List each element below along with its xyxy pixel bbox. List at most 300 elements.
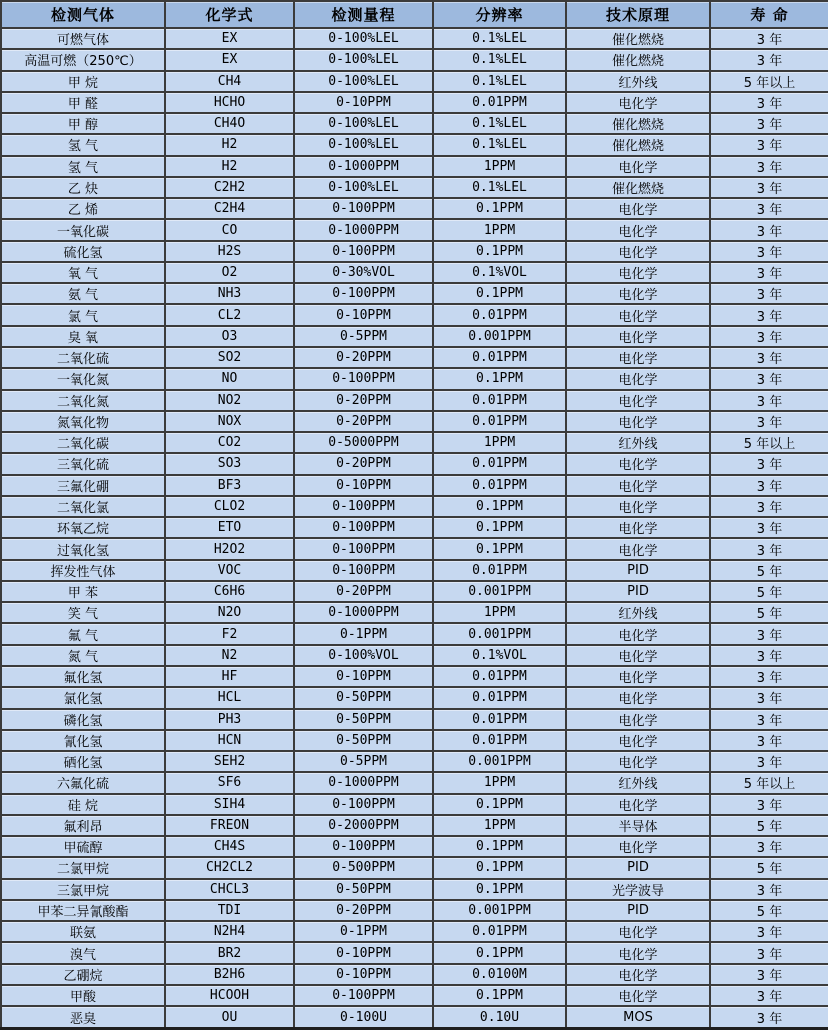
cell-range: 0-100PPM xyxy=(294,241,433,262)
cell-principle: 电化学 xyxy=(566,156,710,177)
table-row xyxy=(1,687,828,708)
cell-lifespan: 3 年 xyxy=(710,985,828,1006)
cell-gas: 三氯甲烷 xyxy=(1,879,165,900)
cell-resolution: 0.01PPM xyxy=(433,347,566,368)
cell-range: 0-1000PPM xyxy=(294,772,433,793)
cell-resolution: 0.1%LEL xyxy=(433,28,566,49)
cell-resolution: 0.1%LEL xyxy=(433,49,566,70)
cell-principle: 电化学 xyxy=(566,794,710,815)
cell-range: 0-20PPM xyxy=(294,390,433,411)
cell-lifespan: 3 年 xyxy=(710,836,828,857)
cell-resolution: 0.1PPM xyxy=(433,368,566,389)
cell-resolution: 0.1%LEL xyxy=(433,134,566,155)
cell-formula: HCOOH xyxy=(165,985,294,1006)
cell-gas: 三氟化硼 xyxy=(1,475,165,496)
cell-gas: 二氧化硫 xyxy=(1,347,165,368)
cell-formula: TDI xyxy=(165,900,294,921)
cell-lifespan: 3 年 xyxy=(710,241,828,262)
cell-formula: NH3 xyxy=(165,283,294,304)
table-row xyxy=(1,1006,828,1028)
cell-formula: SF6 xyxy=(165,772,294,793)
table-row xyxy=(1,347,828,368)
cell-lifespan: 3 年 xyxy=(710,304,828,325)
cell-gas: 过氧化氢 xyxy=(1,538,165,559)
cell-gas: 硒化氢 xyxy=(1,751,165,772)
cell-resolution: 0.1PPM xyxy=(433,496,566,517)
cell-formula: HCL xyxy=(165,687,294,708)
cell-lifespan: 3 年 xyxy=(710,794,828,815)
cell-resolution: 0.1PPM xyxy=(433,241,566,262)
table-row xyxy=(1,134,828,155)
cell-resolution: 1PPM xyxy=(433,219,566,240)
cell-principle: PID xyxy=(566,581,710,602)
cell-lifespan: 3 年 xyxy=(710,942,828,963)
cell-lifespan: 3 年 xyxy=(710,326,828,347)
cell-lifespan: 3 年 xyxy=(710,538,828,559)
cell-formula: O2 xyxy=(165,262,294,283)
cell-range: 0-20PPM xyxy=(294,581,433,602)
header-range: 检测量程 xyxy=(294,1,433,28)
cell-resolution: 0.1PPM xyxy=(433,942,566,963)
header-lifespan: 寿 命 xyxy=(710,1,828,28)
cell-lifespan: 5 年 xyxy=(710,815,828,836)
cell-range: 0-5PPM xyxy=(294,326,433,347)
table-row xyxy=(1,666,828,687)
cell-resolution: 1PPM xyxy=(433,156,566,177)
table-row xyxy=(1,113,828,134)
cell-resolution: 0.1PPM xyxy=(433,517,566,538)
table-row xyxy=(1,815,828,836)
cell-range: 0-100%LEL xyxy=(294,134,433,155)
cell-lifespan: 5 年 xyxy=(710,581,828,602)
cell-gas: 氟 气 xyxy=(1,623,165,644)
cell-formula: C2H2 xyxy=(165,177,294,198)
cell-range: 0-2000PPM xyxy=(294,815,433,836)
cell-resolution: 0.01PPM xyxy=(433,92,566,113)
cell-lifespan: 5 年 xyxy=(710,602,828,623)
cell-resolution: 0.1%LEL xyxy=(433,113,566,134)
cell-formula: EX xyxy=(165,49,294,70)
cell-principle: 电化学 xyxy=(566,262,710,283)
cell-principle: 催化燃烧 xyxy=(566,113,710,134)
cell-lifespan: 5 年以上 xyxy=(710,432,828,453)
cell-resolution: 0.01PPM xyxy=(433,390,566,411)
cell-principle: PID xyxy=(566,560,710,581)
table-row xyxy=(1,177,828,198)
cell-gas: 笑 气 xyxy=(1,602,165,623)
cell-resolution: 0.01PPM xyxy=(433,411,566,432)
cell-lifespan: 3 年 xyxy=(710,475,828,496)
cell-lifespan: 5 年以上 xyxy=(710,772,828,793)
cell-lifespan: 3 年 xyxy=(710,645,828,666)
table-row xyxy=(1,71,828,92)
cell-lifespan: 3 年 xyxy=(710,751,828,772)
cell-range: 0-100PPM xyxy=(294,283,433,304)
cell-formula: C2H4 xyxy=(165,198,294,219)
cell-range: 0-100%LEL xyxy=(294,28,433,49)
cell-lifespan: 5 年 xyxy=(710,560,828,581)
table-row xyxy=(1,156,828,177)
cell-lifespan: 3 年 xyxy=(710,709,828,730)
cell-range: 0-5000PPM xyxy=(294,432,433,453)
cell-resolution: 0.1PPM xyxy=(433,879,566,900)
cell-lifespan: 3 年 xyxy=(710,411,828,432)
cell-formula: PH3 xyxy=(165,709,294,730)
cell-lifespan: 5 年 xyxy=(710,857,828,878)
table-row xyxy=(1,836,828,857)
cell-principle: PID xyxy=(566,900,710,921)
cell-formula: B2H6 xyxy=(165,964,294,985)
cell-gas: 二氯甲烷 xyxy=(1,857,165,878)
cell-gas: 甲 醛 xyxy=(1,92,165,113)
cell-principle: 电化学 xyxy=(566,921,710,942)
cell-range: 0-10PPM xyxy=(294,475,433,496)
cell-gas: 氢 气 xyxy=(1,134,165,155)
table-row xyxy=(1,475,828,496)
table-row xyxy=(1,304,828,325)
cell-resolution: 0.1PPM xyxy=(433,283,566,304)
cell-range: 0-100PPM xyxy=(294,368,433,389)
cell-formula: HCN xyxy=(165,730,294,751)
cell-resolution: 0.01PPM xyxy=(433,475,566,496)
cell-formula: CH4O xyxy=(165,113,294,134)
cell-lifespan: 3 年 xyxy=(710,964,828,985)
cell-principle: 电化学 xyxy=(566,92,710,113)
cell-formula: ETO xyxy=(165,517,294,538)
cell-formula: VOC xyxy=(165,560,294,581)
cell-principle: 电化学 xyxy=(566,347,710,368)
cell-range: 0-100PPM xyxy=(294,496,433,517)
cell-formula: CLO2 xyxy=(165,496,294,517)
header-row xyxy=(1,1,828,28)
cell-principle: 电化学 xyxy=(566,475,710,496)
cell-gas: 磷化氢 xyxy=(1,709,165,730)
cell-gas: 氮 气 xyxy=(1,645,165,666)
cell-gas: 臭 氧 xyxy=(1,326,165,347)
cell-formula: H2 xyxy=(165,156,294,177)
cell-gas: 硫化氢 xyxy=(1,241,165,262)
cell-principle: 光学波导 xyxy=(566,879,710,900)
cell-range: 0-20PPM xyxy=(294,411,433,432)
cell-formula: FREON xyxy=(165,815,294,836)
cell-range: 0-100%LEL xyxy=(294,113,433,134)
cell-gas: 二氧化氯 xyxy=(1,496,165,517)
cell-principle: 电化学 xyxy=(566,666,710,687)
cell-formula: CL2 xyxy=(165,304,294,325)
cell-lifespan: 3 年 xyxy=(710,517,828,538)
cell-gas: 氯 气 xyxy=(1,304,165,325)
header-resolution: 分辨率 xyxy=(433,1,566,28)
cell-range: 0-10PPM xyxy=(294,666,433,687)
cell-resolution: 0.001PPM xyxy=(433,326,566,347)
cell-formula: NO xyxy=(165,368,294,389)
cell-resolution: 0.01PPM xyxy=(433,730,566,751)
cell-gas: 溴气 xyxy=(1,942,165,963)
cell-principle: 催化燃烧 xyxy=(566,49,710,70)
cell-principle: 电化学 xyxy=(566,623,710,644)
cell-resolution: 0.01PPM xyxy=(433,921,566,942)
cell-formula: CH4 xyxy=(165,71,294,92)
cell-gas: 甲 烷 xyxy=(1,71,165,92)
cell-gas: 恶臭 xyxy=(1,1006,165,1028)
table-row xyxy=(1,198,828,219)
cell-resolution: 0.1PPM xyxy=(433,985,566,1006)
table-row xyxy=(1,432,828,453)
cell-range: 0-100PPM xyxy=(294,836,433,857)
cell-formula: CO xyxy=(165,219,294,240)
cell-formula: NOX xyxy=(165,411,294,432)
cell-gas: 二氧化氮 xyxy=(1,390,165,411)
table-row xyxy=(1,241,828,262)
table-row xyxy=(1,581,828,602)
table-row xyxy=(1,219,828,240)
table-row xyxy=(1,49,828,70)
cell-lifespan: 3 年 xyxy=(710,262,828,283)
cell-principle: 催化燃烧 xyxy=(566,134,710,155)
cell-gas: 联氨 xyxy=(1,921,165,942)
cell-formula: HF xyxy=(165,666,294,687)
cell-resolution: 0.1%LEL xyxy=(433,177,566,198)
cell-range: 0-5PPM xyxy=(294,751,433,772)
cell-resolution: 0.001PPM xyxy=(433,900,566,921)
cell-principle: 电化学 xyxy=(566,751,710,772)
table-row xyxy=(1,92,828,113)
cell-gas: 甲酸 xyxy=(1,985,165,1006)
table-row xyxy=(1,283,828,304)
cell-principle: 电化学 xyxy=(566,368,710,389)
cell-principle: 红外线 xyxy=(566,432,710,453)
cell-resolution: 0.01PPM xyxy=(433,687,566,708)
cell-gas: 乙硼烷 xyxy=(1,964,165,985)
cell-resolution: 0.1%VOL xyxy=(433,645,566,666)
cell-formula: OU xyxy=(165,1006,294,1028)
cell-range: 0-20PPM xyxy=(294,453,433,474)
cell-lifespan: 3 年 xyxy=(710,730,828,751)
cell-formula: CH2CL2 xyxy=(165,857,294,878)
cell-range: 0-10PPM xyxy=(294,304,433,325)
cell-lifespan: 3 年 xyxy=(710,623,828,644)
cell-gas: 氟化氢 xyxy=(1,666,165,687)
table-row xyxy=(1,751,828,772)
table-row xyxy=(1,709,828,730)
table-row xyxy=(1,538,828,559)
cell-resolution: 0.001PPM xyxy=(433,751,566,772)
cell-resolution: 0.0100M xyxy=(433,964,566,985)
cell-resolution: 0.01PPM xyxy=(433,560,566,581)
cell-principle: MOS xyxy=(566,1006,710,1028)
header-formula: 化学式 xyxy=(165,1,294,28)
cell-lifespan: 5 年 xyxy=(710,900,828,921)
cell-formula: C6H6 xyxy=(165,581,294,602)
cell-principle: 电化学 xyxy=(566,985,710,1006)
cell-formula: N2O xyxy=(165,602,294,623)
table-row xyxy=(1,411,828,432)
cell-range: 0-30%VOL xyxy=(294,262,433,283)
cell-principle: 电化学 xyxy=(566,709,710,730)
table-row xyxy=(1,453,828,474)
cell-principle: 半导体 xyxy=(566,815,710,836)
cell-principle: 电化学 xyxy=(566,645,710,666)
cell-lifespan: 3 年 xyxy=(710,177,828,198)
table-row xyxy=(1,326,828,347)
cell-range: 0-50PPM xyxy=(294,709,433,730)
cell-gas: 一氧化碳 xyxy=(1,219,165,240)
cell-principle: 电化学 xyxy=(566,326,710,347)
cell-gas: 氨 气 xyxy=(1,283,165,304)
cell-lifespan: 3 年 xyxy=(710,390,828,411)
cell-gas: 乙 烯 xyxy=(1,198,165,219)
cell-range: 0-20PPM xyxy=(294,347,433,368)
cell-gas: 氢 气 xyxy=(1,156,165,177)
cell-resolution: 0.001PPM xyxy=(433,623,566,644)
cell-principle: PID xyxy=(566,857,710,878)
cell-principle: 电化学 xyxy=(566,283,710,304)
cell-range: 0-100%LEL xyxy=(294,71,433,92)
cell-range: 0-100PPM xyxy=(294,985,433,1006)
cell-formula: F2 xyxy=(165,623,294,644)
table-row xyxy=(1,857,828,878)
cell-principle: 电化学 xyxy=(566,219,710,240)
cell-principle: 电化学 xyxy=(566,411,710,432)
table-row xyxy=(1,602,828,623)
table-body xyxy=(1,28,828,1029)
cell-resolution: 0.1PPM xyxy=(433,836,566,857)
cell-gas: 氯化氢 xyxy=(1,687,165,708)
cell-range: 0-10PPM xyxy=(294,942,433,963)
cell-formula: EX xyxy=(165,28,294,49)
cell-lifespan: 3 年 xyxy=(710,283,828,304)
cell-gas: 氰化氢 xyxy=(1,730,165,751)
cell-lifespan: 3 年 xyxy=(710,453,828,474)
table-row xyxy=(1,623,828,644)
cell-principle: 电化学 xyxy=(566,730,710,751)
cell-principle: 电化学 xyxy=(566,538,710,559)
cell-resolution: 1PPM xyxy=(433,772,566,793)
cell-range: 0-10PPM xyxy=(294,92,433,113)
cell-resolution: 0.01PPM xyxy=(433,666,566,687)
cell-lifespan: 3 年 xyxy=(710,1006,828,1028)
cell-resolution: 0.01PPM xyxy=(433,453,566,474)
cell-principle: 电化学 xyxy=(566,496,710,517)
cell-resolution: 1PPM xyxy=(433,815,566,836)
cell-range: 0-50PPM xyxy=(294,687,433,708)
cell-resolution: 0.10U xyxy=(433,1006,566,1028)
cell-formula: HCHO xyxy=(165,92,294,113)
cell-gas: 六氟化硫 xyxy=(1,772,165,793)
header-principle: 技术原理 xyxy=(566,1,710,28)
cell-lifespan: 3 年 xyxy=(710,347,828,368)
cell-formula: CO2 xyxy=(165,432,294,453)
cell-range: 0-1PPM xyxy=(294,921,433,942)
cell-gas: 环氧乙烷 xyxy=(1,517,165,538)
cell-principle: 电化学 xyxy=(566,942,710,963)
cell-principle: 红外线 xyxy=(566,772,710,793)
cell-gas: 硅 烷 xyxy=(1,794,165,815)
cell-resolution: 0.1%LEL xyxy=(433,71,566,92)
cell-lifespan: 3 年 xyxy=(710,496,828,517)
cell-lifespan: 5 年以上 xyxy=(710,71,828,92)
table-row xyxy=(1,985,828,1006)
cell-principle: 催化燃烧 xyxy=(566,28,710,49)
table-row xyxy=(1,496,828,517)
cell-range: 0-100%LEL xyxy=(294,177,433,198)
cell-principle: 电化学 xyxy=(566,517,710,538)
table-row xyxy=(1,942,828,963)
cell-principle: 红外线 xyxy=(566,71,710,92)
cell-gas: 可燃气体 xyxy=(1,28,165,49)
cell-gas: 甲硫醇 xyxy=(1,836,165,857)
cell-lifespan: 3 年 xyxy=(710,687,828,708)
cell-formula: H2 xyxy=(165,134,294,155)
cell-lifespan: 3 年 xyxy=(710,49,828,70)
cell-formula: BR2 xyxy=(165,942,294,963)
cell-range: 0-100%LEL xyxy=(294,49,433,70)
cell-lifespan: 3 年 xyxy=(710,368,828,389)
cell-formula: CH4S xyxy=(165,836,294,857)
cell-lifespan: 3 年 xyxy=(710,92,828,113)
cell-gas: 乙 炔 xyxy=(1,177,165,198)
table-row xyxy=(1,517,828,538)
cell-range: 0-50PPM xyxy=(294,730,433,751)
cell-principle: 电化学 xyxy=(566,304,710,325)
cell-lifespan: 3 年 xyxy=(710,156,828,177)
cell-formula: N2H4 xyxy=(165,921,294,942)
cell-range: 0-100%VOL xyxy=(294,645,433,666)
table-row xyxy=(1,794,828,815)
table-row xyxy=(1,964,828,985)
cell-principle: 电化学 xyxy=(566,453,710,474)
cell-resolution: 0.01PPM xyxy=(433,304,566,325)
cell-lifespan: 3 年 xyxy=(710,921,828,942)
cell-range: 0-1000PPM xyxy=(294,219,433,240)
cell-gas: 氮氧化物 xyxy=(1,411,165,432)
cell-principle: 电化学 xyxy=(566,241,710,262)
cell-gas: 二氧化碳 xyxy=(1,432,165,453)
cell-resolution: 0.001PPM xyxy=(433,581,566,602)
cell-range: 0-100U xyxy=(294,1006,433,1028)
cell-lifespan: 3 年 xyxy=(710,134,828,155)
cell-formula: H2S xyxy=(165,241,294,262)
cell-formula: H2O2 xyxy=(165,538,294,559)
cell-formula: CHCL3 xyxy=(165,879,294,900)
cell-range: 0-10PPM xyxy=(294,964,433,985)
cell-resolution: 0.01PPM xyxy=(433,709,566,730)
cell-principle: 电化学 xyxy=(566,836,710,857)
cell-range: 0-1000PPM xyxy=(294,602,433,623)
table-row xyxy=(1,879,828,900)
cell-resolution: 1PPM xyxy=(433,602,566,623)
cell-range: 0-100PPM xyxy=(294,560,433,581)
cell-formula: SEH2 xyxy=(165,751,294,772)
cell-principle: 催化燃烧 xyxy=(566,177,710,198)
cell-range: 0-100PPM xyxy=(294,198,433,219)
cell-range: 0-1PPM xyxy=(294,623,433,644)
cell-gas: 挥发性气体 xyxy=(1,560,165,581)
table-row xyxy=(1,645,828,666)
cell-lifespan: 3 年 xyxy=(710,219,828,240)
cell-range: 0-500PPM xyxy=(294,857,433,878)
cell-range: 0-100PPM xyxy=(294,794,433,815)
cell-principle: 电化学 xyxy=(566,390,710,411)
cell-formula: O3 xyxy=(165,326,294,347)
table-row xyxy=(1,730,828,751)
cell-range: 0-20PPM xyxy=(294,900,433,921)
cell-formula: BF3 xyxy=(165,475,294,496)
cell-principle: 红外线 xyxy=(566,602,710,623)
cell-resolution: 0.1PPM xyxy=(433,857,566,878)
cell-lifespan: 3 年 xyxy=(710,198,828,219)
cell-range: 0-100PPM xyxy=(294,538,433,559)
